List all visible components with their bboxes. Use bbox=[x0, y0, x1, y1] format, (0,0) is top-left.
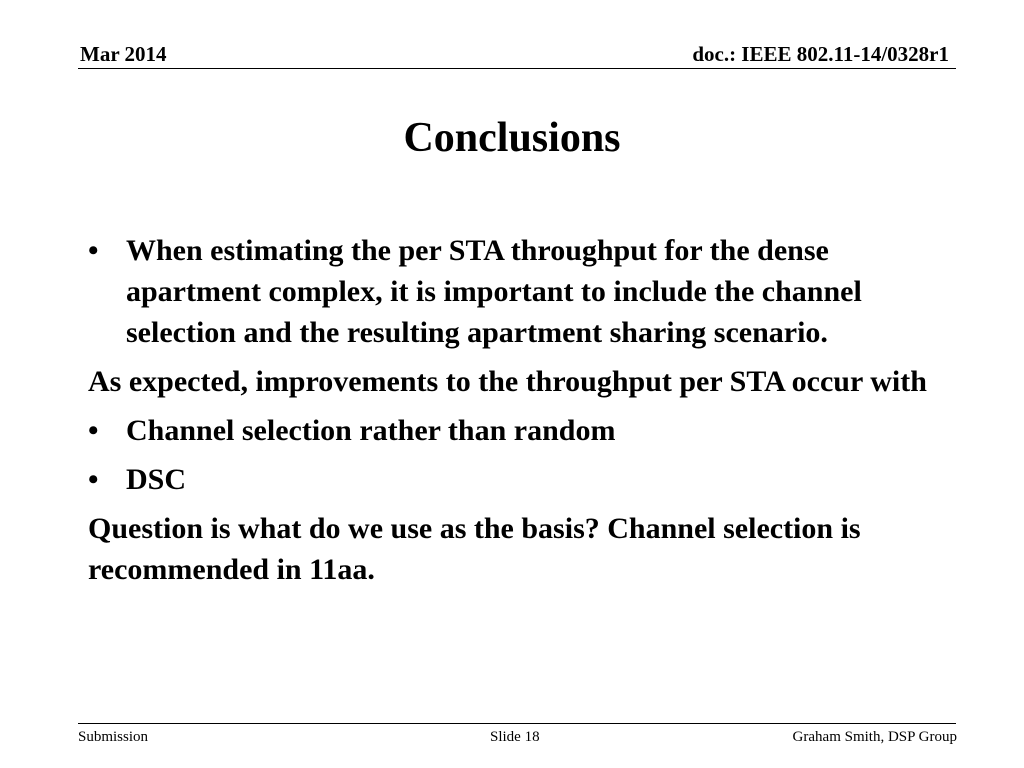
header-divider bbox=[78, 68, 956, 69]
bullet-text: DSC bbox=[126, 463, 187, 496]
bullet-marker: • bbox=[88, 414, 99, 447]
header-doc-id: doc.: IEEE 802.11-14/0328r1 bbox=[692, 42, 949, 66]
slide-title: Conclusions bbox=[403, 115, 621, 161]
bullet-marker: • bbox=[88, 234, 99, 267]
bullet-item bbox=[88, 459, 948, 500]
bullet-marker: • bbox=[88, 463, 99, 496]
footer-author: Graham Smith, DSP Group bbox=[792, 729, 957, 745]
bullet-item bbox=[88, 230, 948, 353]
slide-body bbox=[88, 230, 948, 590]
footer-divider bbox=[78, 723, 956, 724]
bullet-text: Channel selection rather than random bbox=[126, 414, 616, 447]
footer-slide-number: Slide 18 bbox=[490, 729, 540, 745]
header-date: Mar 2014 bbox=[80, 42, 167, 66]
paragraph: Question is what do we use as the basis? Channel selection is recommended in 11aa. bbox=[88, 512, 861, 586]
paragraph: As expected, improvements to the throughput per STA occur with bbox=[88, 365, 927, 398]
bullet-text: When estimating the per STA throughput for the dense apartment complex, it is important to include the channel selection and the resulting apartment sharing scenario. bbox=[126, 234, 862, 349]
bullet-item bbox=[88, 410, 948, 451]
footer-submission: Submission bbox=[78, 729, 149, 745]
